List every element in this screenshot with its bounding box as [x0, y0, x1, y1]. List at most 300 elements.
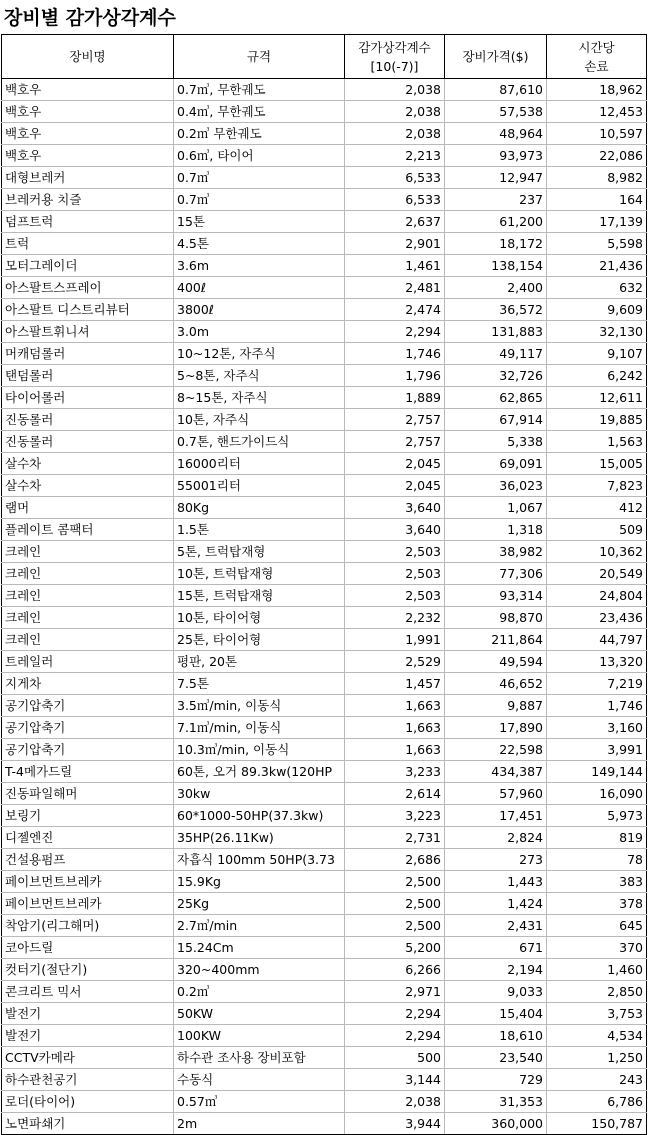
- table-body: [2, 79, 647, 1135]
- table-row: [2, 145, 647, 167]
- cell-spec: 55001리터: [174, 475, 345, 497]
- table-row: [2, 365, 647, 387]
- cell-depreciation-coef: 2,294: [345, 1025, 445, 1047]
- cell-equipment-price: 22,598: [445, 739, 547, 761]
- cell-depreciation-coef: 6,266: [345, 959, 445, 981]
- cell-spec: 320~400mm: [174, 959, 345, 981]
- cell-spec: 10~12톤, 자주식: [174, 343, 345, 365]
- cell-depreciation-coef: 3,233: [345, 761, 445, 783]
- header-line: 규격: [246, 49, 272, 64]
- cell-hourly-cost: 1,250: [547, 1047, 647, 1069]
- cell-equipment-name: 로더(타이어): [2, 1091, 174, 1113]
- cell-depreciation-coef: 2,213: [345, 145, 445, 167]
- cell-equipment-name: 크레인: [2, 563, 174, 585]
- cell-hourly-cost: 9,609: [547, 299, 647, 321]
- cell-equipment-price: 17,890: [445, 717, 547, 739]
- table-row: [2, 453, 647, 475]
- cell-equipment-price: 1,424: [445, 893, 547, 915]
- cell-equipment-price: 93,314: [445, 585, 547, 607]
- cell-spec: 하수관 조사용 장비포함: [174, 1047, 345, 1069]
- cell-spec: 0.2㎥: [174, 981, 345, 1003]
- cell-equipment-price: 93,973: [445, 145, 547, 167]
- table-row: [2, 101, 647, 123]
- cell-hourly-cost: 412: [547, 497, 647, 519]
- cell-equipment-price: 5,338: [445, 431, 547, 453]
- cell-spec: 100KW: [174, 1025, 345, 1047]
- cell-equipment-price: 23,540: [445, 1047, 547, 1069]
- table-row: [2, 387, 647, 409]
- cell-equipment-price: 57,538: [445, 101, 547, 123]
- table-row: [2, 761, 647, 783]
- cell-hourly-cost: 370: [547, 937, 647, 959]
- table-row: [2, 783, 647, 805]
- cell-equipment-price: 17,451: [445, 805, 547, 827]
- cell-hourly-cost: 18,962: [547, 79, 647, 101]
- cell-hourly-cost: 3,160: [547, 717, 647, 739]
- cell-equipment-name: 페이브먼트브레카: [2, 893, 174, 915]
- cell-spec: 3.6m: [174, 255, 345, 277]
- header-line: 감가상각계수: [358, 39, 431, 55]
- cell-hourly-cost: 19,885: [547, 409, 647, 431]
- cell-equipment-price: 36,572: [445, 299, 547, 321]
- cell-equipment-name: 덤프트럭: [2, 211, 174, 233]
- cell-equipment-name: 발전기: [2, 1025, 174, 1047]
- table-row: [2, 607, 647, 629]
- cell-hourly-cost: 3,991: [547, 739, 647, 761]
- cell-equipment-name: 콘크리트 믹서: [2, 981, 174, 1003]
- cell-hourly-cost: 819: [547, 827, 647, 849]
- cell-equipment-name: 하수관천공기: [2, 1069, 174, 1091]
- table-row: [2, 1069, 647, 1091]
- cell-hourly-cost: 1,746: [547, 695, 647, 717]
- cell-equipment-price: 237: [445, 189, 547, 211]
- cell-spec: 15.9Kg: [174, 871, 345, 893]
- cell-equipment-price: 671: [445, 937, 547, 959]
- cell-equipment-name: 백호우: [2, 123, 174, 145]
- cell-spec: 8~15톤, 자주식: [174, 387, 345, 409]
- cell-equipment-price: 12,947: [445, 167, 547, 189]
- table-row: [2, 651, 647, 673]
- cell-spec: 수동식: [174, 1069, 345, 1091]
- cell-equipment-name: 컷터기(절단기): [2, 959, 174, 981]
- cell-equipment-name: 보링기: [2, 805, 174, 827]
- cell-spec: 3.0m: [174, 321, 345, 343]
- table-row: [2, 321, 647, 343]
- cell-equipment-name: 백호우: [2, 79, 174, 101]
- cell-equipment-name: 대형브레커: [2, 167, 174, 189]
- cell-equipment-name: 트레일러: [2, 651, 174, 673]
- cell-equipment-price: 434,387: [445, 761, 547, 783]
- cell-hourly-cost: 8,982: [547, 167, 647, 189]
- cell-spec: 0.7㎥: [174, 189, 345, 211]
- cell-hourly-cost: 13,320: [547, 651, 647, 673]
- cell-hourly-cost: 5,973: [547, 805, 647, 827]
- cell-equipment-price: 49,594: [445, 651, 547, 673]
- cell-spec: 15톤, 트럭탑재형: [174, 585, 345, 607]
- cell-hourly-cost: 17,139: [547, 211, 647, 233]
- header-equipment-price: [445, 35, 547, 79]
- cell-equipment-price: 1,443: [445, 871, 547, 893]
- cell-depreciation-coef: 2,038: [345, 101, 445, 123]
- table-row: [2, 1003, 647, 1025]
- header-line: 장비가격($): [462, 49, 529, 64]
- cell-spec: 60톤, 오거 89.3kw(120HP: [174, 761, 345, 783]
- cell-spec: 30kw: [174, 783, 345, 805]
- cell-spec: 50KW: [174, 1003, 345, 1025]
- cell-depreciation-coef: 6,533: [345, 167, 445, 189]
- cell-equipment-name: 트럭: [2, 233, 174, 255]
- cell-equipment-price: 61,200: [445, 211, 547, 233]
- cell-hourly-cost: 4,534: [547, 1025, 647, 1047]
- cell-depreciation-coef: 2,637: [345, 211, 445, 233]
- cell-hourly-cost: 7,823: [547, 475, 647, 497]
- cell-depreciation-coef: 1,663: [345, 695, 445, 717]
- cell-spec: 7.1㎥/min, 이동식: [174, 717, 345, 739]
- cell-depreciation-coef: 2,232: [345, 607, 445, 629]
- cell-spec: 400ℓ: [174, 277, 345, 299]
- table-row: [2, 805, 647, 827]
- cell-depreciation-coef: 2,500: [345, 871, 445, 893]
- table-row: [2, 959, 647, 981]
- cell-depreciation-coef: 2,971: [345, 981, 445, 1003]
- cell-equipment-name: 아스팔트스프레이: [2, 277, 174, 299]
- cell-equipment-name: 아스팔트휘니셔: [2, 321, 174, 343]
- cell-hourly-cost: 44,797: [547, 629, 647, 651]
- header-depreciation-coef: [345, 35, 445, 79]
- cell-depreciation-coef: 2,757: [345, 431, 445, 453]
- cell-equipment-name: 램머: [2, 497, 174, 519]
- cell-equipment-price: 69,091: [445, 453, 547, 475]
- cell-equipment-name: 플레이트 콤팩터: [2, 519, 174, 541]
- table-row: [2, 937, 647, 959]
- cell-spec: 60*1000-50HP(37.3kw): [174, 805, 345, 827]
- cell-equipment-price: 62,865: [445, 387, 547, 409]
- page-title: 장비별 감가상각계수: [4, 7, 176, 29]
- cell-spec: 0.2㎥ 무한궤도: [174, 123, 345, 145]
- cell-hourly-cost: 2,850: [547, 981, 647, 1003]
- table-row: [2, 585, 647, 607]
- cell-equipment-price: 57,960: [445, 783, 547, 805]
- cell-hourly-cost: 22,086: [547, 145, 647, 167]
- header-line: [10(-7)]: [370, 58, 419, 74]
- cell-equipment-name: 아스팔트 디스트리뷰터: [2, 299, 174, 321]
- cell-spec: 35HP(26.11Kw): [174, 827, 345, 849]
- cell-equipment-price: 2,431: [445, 915, 547, 937]
- cell-equipment-name: 크레인: [2, 629, 174, 651]
- cell-hourly-cost: 23,436: [547, 607, 647, 629]
- cell-equipment-price: 46,652: [445, 673, 547, 695]
- cell-equipment-price: 131,883: [445, 321, 547, 343]
- cell-depreciation-coef: 3,640: [345, 519, 445, 541]
- cell-depreciation-coef: 500: [345, 1047, 445, 1069]
- cell-depreciation-coef: 2,038: [345, 123, 445, 145]
- cell-depreciation-coef: 3,944: [345, 1113, 445, 1135]
- table-row: [2, 893, 647, 915]
- cell-equipment-name: 크레인: [2, 541, 174, 563]
- cell-equipment-name: 크레인: [2, 607, 174, 629]
- cell-spec: 0.57㎥: [174, 1091, 345, 1113]
- header-row: [2, 35, 647, 79]
- cell-equipment-price: 36,023: [445, 475, 547, 497]
- cell-equipment-name: 발전기: [2, 1003, 174, 1025]
- cell-depreciation-coef: 3,223: [345, 805, 445, 827]
- header-spec: [174, 35, 345, 79]
- cell-spec: 0.7㎥: [174, 167, 345, 189]
- cell-equipment-price: 67,914: [445, 409, 547, 431]
- cell-equipment-price: 360,000: [445, 1113, 547, 1135]
- cell-equipment-price: 729: [445, 1069, 547, 1091]
- cell-hourly-cost: 3,753: [547, 1003, 647, 1025]
- cell-spec: 0.6㎥, 타이어: [174, 145, 345, 167]
- table-row: [2, 123, 647, 145]
- cell-depreciation-coef: 2,731: [345, 827, 445, 849]
- cell-spec: 5~8톤, 자주식: [174, 365, 345, 387]
- cell-hourly-cost: 1,460: [547, 959, 647, 981]
- cell-spec: 평판, 20톤: [174, 651, 345, 673]
- cell-hourly-cost: 378: [547, 893, 647, 915]
- cell-hourly-cost: 645: [547, 915, 647, 937]
- cell-equipment-name: 공기압축기: [2, 695, 174, 717]
- cell-equipment-name: 머캐덤롤러: [2, 343, 174, 365]
- cell-spec: 10.3㎥/min, 이동식: [174, 739, 345, 761]
- cell-equipment-price: 15,404: [445, 1003, 547, 1025]
- cell-equipment-name: 코아드릴: [2, 937, 174, 959]
- table-row: [2, 695, 647, 717]
- cell-depreciation-coef: 2,757: [345, 409, 445, 431]
- cell-equipment-name: 크레인: [2, 585, 174, 607]
- cell-hourly-cost: 78: [547, 849, 647, 871]
- cell-hourly-cost: 32,130: [547, 321, 647, 343]
- cell-hourly-cost: 243: [547, 1069, 647, 1091]
- cell-equipment-name: CCTV카메라: [2, 1047, 174, 1069]
- cell-hourly-cost: 15,005: [547, 453, 647, 475]
- cell-equipment-price: 77,306: [445, 563, 547, 585]
- cell-hourly-cost: 150,787: [547, 1113, 647, 1135]
- cell-spec: 10톤, 타이어형: [174, 607, 345, 629]
- cell-equipment-price: 49,117: [445, 343, 547, 365]
- table-row: [2, 673, 647, 695]
- header-equipment-name: [2, 35, 174, 79]
- table-row: [2, 497, 647, 519]
- cell-depreciation-coef: 1,461: [345, 255, 445, 277]
- cell-equipment-name: 착암기(리그해머): [2, 915, 174, 937]
- header-line: 손료: [584, 58, 609, 74]
- cell-hourly-cost: 7,219: [547, 673, 647, 695]
- cell-depreciation-coef: 2,045: [345, 453, 445, 475]
- cell-spec: 80Kg: [174, 497, 345, 519]
- cell-equipment-name: 타이어롤러: [2, 387, 174, 409]
- cell-depreciation-coef: 3,144: [345, 1069, 445, 1091]
- table-row: [2, 981, 647, 1003]
- cell-equipment-price: 48,964: [445, 123, 547, 145]
- cell-equipment-price: 273: [445, 849, 547, 871]
- cell-equipment-price: 211,864: [445, 629, 547, 651]
- table-row: [2, 519, 647, 541]
- cell-equipment-name: 진동파일해머: [2, 783, 174, 805]
- cell-hourly-cost: 149,144: [547, 761, 647, 783]
- cell-spec: 5톤, 트럭탑재형: [174, 541, 345, 563]
- cell-depreciation-coef: 2,294: [345, 321, 445, 343]
- table-row: [2, 915, 647, 937]
- header-line: 시간당: [578, 39, 615, 55]
- cell-depreciation-coef: 3,640: [345, 497, 445, 519]
- cell-equipment-price: 138,154: [445, 255, 547, 277]
- table-row: [2, 827, 647, 849]
- cell-equipment-name: 공기압축기: [2, 717, 174, 739]
- cell-depreciation-coef: 2,294: [345, 1003, 445, 1025]
- cell-hourly-cost: 12,453: [547, 101, 647, 123]
- cell-hourly-cost: 509: [547, 519, 647, 541]
- table-row: [2, 233, 647, 255]
- table-row: [2, 277, 647, 299]
- cell-spec: 0.7㎥, 무한궤도: [174, 79, 345, 101]
- cell-equipment-price: 2,400: [445, 277, 547, 299]
- cell-spec: 2m: [174, 1113, 345, 1135]
- cell-depreciation-coef: 2,500: [345, 915, 445, 937]
- cell-hourly-cost: 12,611: [547, 387, 647, 409]
- table-row: [2, 563, 647, 585]
- cell-equipment-price: 98,870: [445, 607, 547, 629]
- cell-hourly-cost: 10,362: [547, 541, 647, 563]
- cell-equipment-price: 31,353: [445, 1091, 547, 1113]
- cell-spec: 25Kg: [174, 893, 345, 915]
- cell-spec: 2.7㎥/min: [174, 915, 345, 937]
- table-row: [2, 717, 647, 739]
- cell-spec: 10톤, 트럭탑재형: [174, 563, 345, 585]
- cell-depreciation-coef: 2,474: [345, 299, 445, 321]
- cell-depreciation-coef: 2,503: [345, 585, 445, 607]
- cell-depreciation-coef: 2,481: [345, 277, 445, 299]
- table-row: [2, 1113, 647, 1135]
- cell-depreciation-coef: 2,529: [345, 651, 445, 673]
- cell-equipment-price: 18,172: [445, 233, 547, 255]
- cell-equipment-name: T-4메가드릴: [2, 761, 174, 783]
- cell-spec: 7.5톤: [174, 673, 345, 695]
- cell-depreciation-coef: 1,457: [345, 673, 445, 695]
- table-row: [2, 739, 647, 761]
- cell-equipment-name: 브레커용 치즐: [2, 189, 174, 211]
- cell-equipment-price: 32,726: [445, 365, 547, 387]
- table-row: [2, 475, 647, 497]
- cell-equipment-name: 건설용펌프: [2, 849, 174, 871]
- cell-depreciation-coef: 2,045: [345, 475, 445, 497]
- cell-depreciation-coef: 2,038: [345, 79, 445, 101]
- cell-depreciation-coef: 1,796: [345, 365, 445, 387]
- cell-equipment-name: 모터그레이더: [2, 255, 174, 277]
- cell-equipment-name: 디젤엔진: [2, 827, 174, 849]
- cell-depreciation-coef: 2,503: [345, 541, 445, 563]
- table-header: [2, 35, 647, 79]
- table-row: [2, 1091, 647, 1113]
- cell-hourly-cost: 10,597: [547, 123, 647, 145]
- table-row: [2, 255, 647, 277]
- cell-hourly-cost: 164: [547, 189, 647, 211]
- cell-equipment-price: 1,067: [445, 497, 547, 519]
- cell-depreciation-coef: 2,500: [345, 893, 445, 915]
- cell-spec: 3.5㎥/min, 이동식: [174, 695, 345, 717]
- header-line: 장비명: [69, 49, 106, 64]
- cell-depreciation-coef: 5,200: [345, 937, 445, 959]
- cell-hourly-cost: 9,107: [547, 343, 647, 365]
- table-row: [2, 167, 647, 189]
- cell-spec: 15톤: [174, 211, 345, 233]
- cell-equipment-name: 탠덤롤러: [2, 365, 174, 387]
- cell-depreciation-coef: 1,663: [345, 717, 445, 739]
- cell-spec: 0.7톤, 핸드가이드식: [174, 431, 345, 453]
- table-row: [2, 409, 647, 431]
- cell-depreciation-coef: 2,901: [345, 233, 445, 255]
- cell-equipment-price: 18,610: [445, 1025, 547, 1047]
- table-row: [2, 431, 647, 453]
- cell-hourly-cost: 6,786: [547, 1091, 647, 1113]
- cell-hourly-cost: 1,563: [547, 431, 647, 453]
- cell-hourly-cost: 21,436: [547, 255, 647, 277]
- cell-equipment-price: 38,982: [445, 541, 547, 563]
- table-row: [2, 211, 647, 233]
- cell-depreciation-coef: 1,663: [345, 739, 445, 761]
- cell-hourly-cost: 5,598: [547, 233, 647, 255]
- table-row: [2, 343, 647, 365]
- cell-depreciation-coef: 2,686: [345, 849, 445, 871]
- cell-equipment-name: 노면파쇄기: [2, 1113, 174, 1135]
- cell-spec: 10톤, 자주식: [174, 409, 345, 431]
- cell-spec: 16000리터: [174, 453, 345, 475]
- table-row: [2, 79, 647, 101]
- table-row: [2, 849, 647, 871]
- cell-equipment-price: 9,033: [445, 981, 547, 1003]
- table-row: [2, 541, 647, 563]
- table-row: [2, 189, 647, 211]
- cell-equipment-name: 살수차: [2, 453, 174, 475]
- cell-equipment-price: 87,610: [445, 79, 547, 101]
- cell-equipment-price: 2,194: [445, 959, 547, 981]
- cell-hourly-cost: 20,549: [547, 563, 647, 585]
- cell-depreciation-coef: 1,991: [345, 629, 445, 651]
- depreciation-table: [1, 34, 647, 1135]
- table-row: [2, 629, 647, 651]
- cell-depreciation-coef: 2,614: [345, 783, 445, 805]
- cell-hourly-cost: 6,242: [547, 365, 647, 387]
- cell-equipment-name: 진동롤러: [2, 431, 174, 453]
- cell-hourly-cost: 632: [547, 277, 647, 299]
- cell-spec: 자흡식 100mm 50HP(3.73: [174, 849, 345, 871]
- table-row: [2, 299, 647, 321]
- cell-equipment-name: 지게차: [2, 673, 174, 695]
- cell-hourly-cost: 24,804: [547, 585, 647, 607]
- cell-equipment-price: 9,887: [445, 695, 547, 717]
- cell-spec: 0.4㎥, 무한궤도: [174, 101, 345, 123]
- cell-equipment-price: 1,318: [445, 519, 547, 541]
- cell-spec: 4.5톤: [174, 233, 345, 255]
- header-hourly-cost: [547, 35, 647, 79]
- cell-depreciation-coef: 2,038: [345, 1091, 445, 1113]
- cell-depreciation-coef: 1,746: [345, 343, 445, 365]
- cell-spec: 1.5톤: [174, 519, 345, 541]
- cell-depreciation-coef: 6,533: [345, 189, 445, 211]
- table-row: [2, 1025, 647, 1047]
- cell-equipment-name: 공기압축기: [2, 739, 174, 761]
- cell-equipment-name: 살수차: [2, 475, 174, 497]
- cell-equipment-name: 백호우: [2, 145, 174, 167]
- cell-spec: 25톤, 타이어형: [174, 629, 345, 651]
- cell-equipment-price: 2,824: [445, 827, 547, 849]
- cell-equipment-name: 진동롤러: [2, 409, 174, 431]
- cell-equipment-name: 백호우: [2, 101, 174, 123]
- cell-hourly-cost: 16,090: [547, 783, 647, 805]
- cell-spec: 15.24Cm: [174, 937, 345, 959]
- cell-equipment-name: 페이브먼트브레카: [2, 871, 174, 893]
- cell-hourly-cost: 383: [547, 871, 647, 893]
